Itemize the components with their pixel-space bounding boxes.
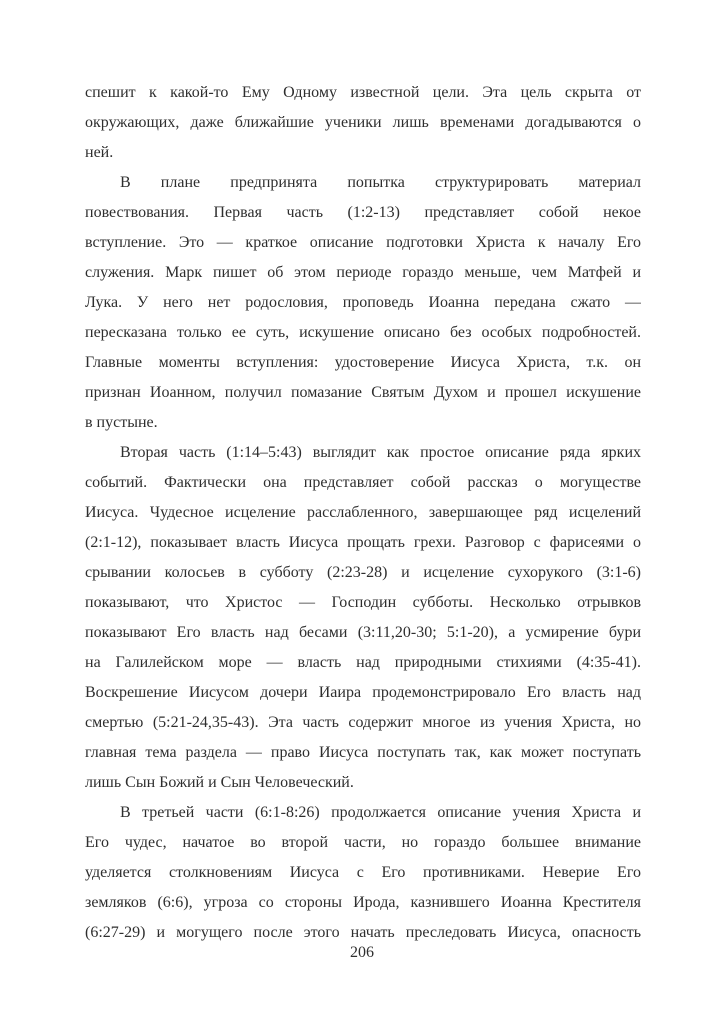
- text-line: (6:27-29) и могущего после этого начать преследовать Иисуса, опасность: [85, 924, 641, 941]
- text-line: служения. Марк пишет об этом периоде гораздо меньше, чем Матфей и: [85, 264, 641, 281]
- page-number: 206: [350, 944, 374, 961]
- text-line: уделяется столкновениям Иисуса с Его противниками. Неверие Его: [85, 864, 641, 881]
- text-line: событий. Фактически она представляет собой рассказ о могуществе: [85, 474, 641, 491]
- text-line: Лука. У него нет родословия, проповедь Иоанна передана сжато —: [85, 294, 641, 311]
- text-line: Его чудес, начатое во второй части, но гораздо большее внимание: [85, 834, 641, 851]
- text-line: вступление. Это — краткое описание подготовки Христа к началу Его: [85, 234, 641, 251]
- text-line: признан Иоанном, получил помазание Святым Духом и прошел искушение: [85, 384, 641, 401]
- text-line: показывают Его власть над бесами (3:11,20-30; 5:1-20), а усмирение бури: [85, 624, 641, 641]
- text-line: В третьей части (6:1-8:26) продолжается описание учения Христа и: [120, 804, 641, 821]
- text-line: лишь Сын Божий и Сын Человеческий.: [85, 774, 354, 791]
- text-line: Вторая часть (1:14–5:43) выглядит как простое описание ряда ярких: [120, 444, 641, 461]
- text-line: ней.: [85, 144, 114, 161]
- text-line: смертью (5:21-24,35-43). Эта часть содержит многое из учения Христа, но: [85, 714, 641, 731]
- text-line: пересказана только ее суть, искушение описано без особых подробностей.: [85, 324, 641, 341]
- paragraph: [85, 798, 641, 948]
- text-line: на Галилейском море — власть над природными стихиями (4:35-41).: [85, 654, 641, 671]
- text-line: (2:1-12), показывает власть Иисуса прощать грехи. Разговор с фарисеями о: [85, 534, 641, 551]
- text-line: земляков (6:6), угроза со стороны Ирода, казнившего Иоанна Крестителя: [85, 894, 641, 911]
- text-line: Иисуса. Чудесное исцеление расслабленного, завершающее ряд исцелений: [85, 504, 641, 521]
- text-line: главная тема раздела — право Иисуса поступать так, как может поступать: [85, 744, 641, 761]
- text-line: Главные моменты вступления: удостоверение Иисуса Христа, т.к. он: [85, 354, 641, 371]
- paragraph: [85, 168, 641, 438]
- text-line: спешит к какой-то Ему Одному известной цели. Эта цель скрыта от: [85, 84, 641, 101]
- text-line: в пустыне.: [85, 414, 158, 431]
- paragraph: [85, 78, 641, 168]
- text-line: Воскрешение Иисусом дочери Иаира продемонстрировало Его власть над: [85, 684, 641, 701]
- text-line: показывают, что Христос — Господин субботы. Несколько отрывков: [85, 594, 641, 611]
- text-line: срывании колосьев в субботу (2:23-28) и исцеление сухорукого (3:1-6): [85, 564, 641, 581]
- text-line: В плане предпринята попытка структурировать материал: [120, 174, 641, 191]
- paragraph: [85, 438, 641, 798]
- text-line: окружающих, даже ближайшие ученики лишь временами догадываются о: [85, 114, 641, 131]
- text-line: повествования. Первая часть (1:2-13) представляет собой некое: [85, 204, 641, 221]
- page-body-text: [85, 78, 641, 948]
